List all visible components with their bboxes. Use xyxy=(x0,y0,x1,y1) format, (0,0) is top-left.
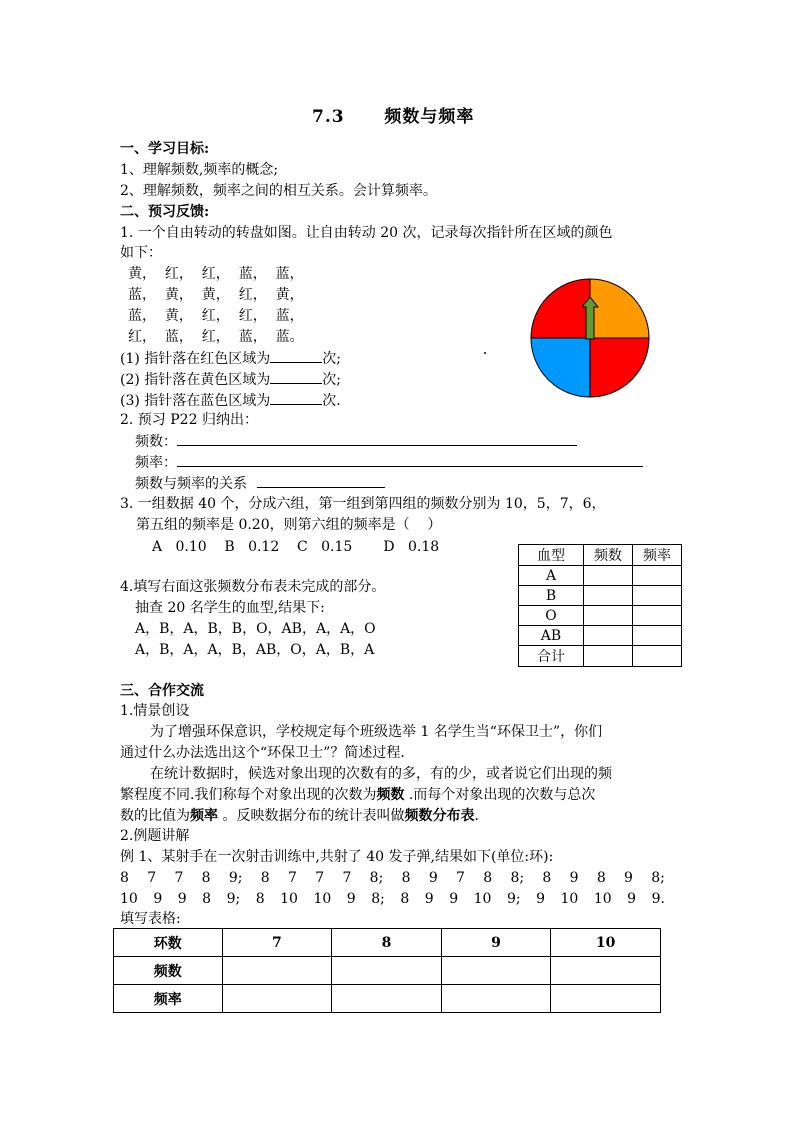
spinner-orange-sector xyxy=(590,279,649,338)
sec2-heading: 二、预习反馈: xyxy=(120,204,210,220)
shooting-value: 10 xyxy=(593,891,612,907)
blood-table-row-label: O xyxy=(519,606,584,626)
q1-sub-2-blank[interactable] xyxy=(270,369,322,384)
shooting-table-cell[interactable] xyxy=(551,957,661,985)
q2-relation-label: 频数与频率的关系 xyxy=(135,476,247,492)
shooting-value: 10 xyxy=(560,891,579,907)
q2-relation-blank[interactable] xyxy=(257,473,385,488)
q4-data-line1: A，B，A，B，B，O，AB，A，A，O xyxy=(135,621,376,637)
shooting-value: 9 xyxy=(449,891,459,907)
shooting-value: 8; xyxy=(651,870,665,886)
shooting-value: 8 xyxy=(400,891,410,907)
shooting-value: 9; xyxy=(506,891,521,907)
shooting-table-header: 8 xyxy=(332,929,442,957)
q1-record-row-2: 蓝， 黄， 黄， 红， 黄， xyxy=(128,287,304,303)
q1-sub-2-text: (2) 指针落在黄色区域为 xyxy=(120,372,271,388)
shooting-value: 8 xyxy=(202,891,212,907)
shooting-value: 9. xyxy=(651,891,665,907)
spinner-blue-sector xyxy=(531,338,590,397)
spinner-red-sector-top-left xyxy=(531,279,590,338)
blood-table-header-rate: 频率 xyxy=(633,545,682,566)
shooting-value: 9 xyxy=(424,891,434,907)
blood-table-cell[interactable] xyxy=(584,586,633,606)
fill-table-label: 填写表格: xyxy=(120,911,181,927)
shooting-value: 10 xyxy=(313,891,332,907)
shooting-value: 9 xyxy=(177,891,187,907)
shooting-value: 10 xyxy=(473,891,492,907)
sec1-item-1: 1、理解频数,频率的概念; xyxy=(120,162,279,178)
shooting-value: 7 xyxy=(315,870,325,886)
shooting-table-cell[interactable] xyxy=(222,957,332,985)
shooting-value: 8; xyxy=(369,870,384,886)
shooting-value: 9; xyxy=(228,870,243,886)
sec1-item-2: 2、理解频数，频率之间的相互关系。会计算频率。 xyxy=(120,183,437,199)
shooting-value: 8 xyxy=(255,891,265,907)
shooting-value: 8; xyxy=(371,891,385,907)
sec3-p2-line2-tail: .而每个对象出现的次数与总次 xyxy=(404,787,596,803)
shooting-table xyxy=(113,928,661,1013)
page-title xyxy=(312,107,474,127)
q1-sub-2-unit: 次; xyxy=(322,372,341,388)
blood-table-header-freq: 频数 xyxy=(584,545,633,566)
shooting-data-row-1 xyxy=(120,868,665,888)
q1-sub-3 xyxy=(120,390,341,411)
term-frequency-table: 频数分布表 xyxy=(404,808,475,824)
blood-table-row-label: A xyxy=(519,566,584,586)
shooting-data-row-2 xyxy=(120,889,665,909)
q1-sub-1 xyxy=(120,348,341,369)
shooting-value: 9 xyxy=(428,870,438,886)
shooting-table-header: 9 xyxy=(441,929,551,957)
sec3-sub1-title: 1.情景创设 xyxy=(120,703,190,719)
shooting-value: 7 xyxy=(288,870,297,886)
shooting-value: 8 xyxy=(542,870,552,886)
q1-sub-2 xyxy=(120,369,341,390)
term-frequency-rate: 频率 xyxy=(190,808,218,824)
q1-sub-3-blank[interactable] xyxy=(270,390,322,405)
shooting-value: 9 xyxy=(569,870,579,886)
shooting-value: 9 xyxy=(627,891,637,907)
blood-type-table xyxy=(518,544,682,667)
shooting-table-cell[interactable] xyxy=(441,985,551,1013)
shooting-table-cell[interactable] xyxy=(332,957,442,985)
shooting-table-row-label: 频数 xyxy=(114,957,223,985)
sec3-p2-line2 xyxy=(120,785,595,805)
blood-table-cell[interactable] xyxy=(633,646,682,667)
spinner-red-sector-bottom-right xyxy=(590,338,649,397)
q1-stem-line2: 如下： xyxy=(120,245,162,261)
shooting-value: 9; xyxy=(226,891,241,907)
sec3-p1-line2: 通过什么办法选出这个“环保卫士”？简述过程. xyxy=(120,745,405,761)
q1-sub-1-unit: 次; xyxy=(322,351,341,367)
q1-sub-1-text: (1) 指针落在红色区域为 xyxy=(120,351,271,367)
q4-stem: 4.填写右面这张频数分布表未完成的部分。 xyxy=(120,579,386,595)
blood-table-cell[interactable] xyxy=(633,566,682,586)
term-frequency-count: 频数 xyxy=(376,787,405,803)
blood-table-header-type: 血型 xyxy=(519,545,584,566)
blood-table-row-label: B xyxy=(519,586,584,606)
q1-record-row-1: 黄， 红， 红， 蓝， 蓝， xyxy=(128,266,304,282)
q1-record-row-4: 红， 蓝， 红， 蓝， 蓝。 xyxy=(128,329,304,345)
shooting-value: 10 xyxy=(280,891,298,907)
blood-table-cell[interactable] xyxy=(584,646,633,667)
shooting-value: 7 xyxy=(342,870,352,886)
sec3-p2-line3-text: 数的比值为 xyxy=(120,808,190,824)
blood-table-cell[interactable] xyxy=(633,626,682,646)
q2-rate-line xyxy=(135,452,643,473)
blood-table-row-label: AB xyxy=(519,626,584,646)
spinner-figure xyxy=(529,277,651,399)
sec3-p2-line3 xyxy=(120,806,479,826)
sec3-p2-line2-text: 繁程度不同.我们称每个对象出现的次数为 xyxy=(120,787,377,803)
shooting-table-header: 10 xyxy=(551,929,661,957)
shooting-value: 8 xyxy=(260,870,270,886)
blood-table-cell[interactable] xyxy=(584,566,633,586)
example-line: 例 1、某射手在一次射击训练中,共射了 40 发子弹,结果如下(单位:环): xyxy=(120,849,554,865)
title-number: 7.3 xyxy=(312,107,345,127)
shooting-table-cell[interactable] xyxy=(332,985,442,1013)
sec3-sub2-title: 2.例题讲解 xyxy=(120,828,190,844)
shooting-table-cell[interactable] xyxy=(441,957,551,985)
q1-stem-line1: 1. 一个自由转动的转盘如图。让自由转动 20 次，记录每次指针所在区域的颜色 xyxy=(120,225,613,241)
q2-rate-blank[interactable] xyxy=(177,452,643,467)
q2-freq-blank[interactable] xyxy=(177,431,577,446)
shooting-value: 8 xyxy=(201,870,211,886)
shooting-value: 8 xyxy=(596,870,606,886)
q3-options: A 0.10 B 0.12 C 0.15 D 0.18 xyxy=(152,539,440,555)
q2-rate-label: 频率： xyxy=(135,455,177,471)
q3-line2: 第五组的频率是 0.20，则第六组的频率是（ ） xyxy=(136,517,442,533)
sec3-p1-line1: 为了增强环保意识，学校规定每个班级选举 1 名学生当“环保卫士”，你们 xyxy=(150,724,603,740)
q2-freq-label: 频数： xyxy=(135,434,177,450)
q2-stem: 2. 预习 P22 归纳出： xyxy=(120,412,258,428)
blood-table-cell[interactable] xyxy=(584,626,633,646)
shooting-value: 8; xyxy=(510,870,525,886)
q4-intro: 抽查 20 名学生的血型,结果下: xyxy=(135,600,325,616)
q4-data-line2: A，B，A，A，B，AB，O，A，B，A xyxy=(135,642,375,658)
blood-table-row-label: 合计 xyxy=(519,646,584,667)
shooting-value: 10 xyxy=(120,891,138,907)
shooting-value: 8 xyxy=(120,870,129,886)
sec3-p2-line3-end: . xyxy=(474,808,479,824)
blood-table-cell[interactable] xyxy=(633,606,682,626)
sec3-heading: 三、合作交流 xyxy=(120,683,204,699)
shooting-table-cell[interactable] xyxy=(551,985,661,1013)
q1-sub-3-text: (3) 指针落在蓝色区域为 xyxy=(120,393,271,409)
shooting-value: 9 xyxy=(346,891,356,907)
shooting-table-header: 7 xyxy=(222,929,332,957)
shooting-value: 7 xyxy=(174,870,184,886)
q1-sub-3-unit: 次. xyxy=(322,393,341,409)
stray-dot xyxy=(484,352,486,354)
q1-sub-1-blank[interactable] xyxy=(270,348,322,363)
shooting-value: 8 xyxy=(401,870,411,886)
sec3-p2-line3-mid: 。反映数据分布的统计表叫做 xyxy=(218,808,405,824)
shooting-value: 9 xyxy=(153,891,163,907)
q2-freq-line xyxy=(135,431,577,452)
sec3-p2-line1: 在统计数据时，候选对象出现的次数有的多，有的少，或者说它们出现的频 xyxy=(150,766,612,782)
shooting-value: 8 xyxy=(483,870,493,886)
sec1-heading: 一、学习目标: xyxy=(120,141,210,157)
shooting-table-row-label: 环数 xyxy=(114,929,223,957)
shooting-table-cell[interactable] xyxy=(222,985,332,1013)
blood-table-cell[interactable] xyxy=(584,606,633,626)
shooting-table-row-label: 频率 xyxy=(114,985,223,1013)
shooting-value: 7 xyxy=(147,870,157,886)
shooting-value: 7 xyxy=(456,870,465,886)
title-text: 频数与频率 xyxy=(384,107,475,127)
q1-record-row-3: 蓝， 黄， 红， 红， 蓝， xyxy=(128,308,304,324)
shooting-value: 9 xyxy=(624,870,633,886)
blood-table-cell[interactable] xyxy=(633,586,682,606)
shooting-value: 9 xyxy=(536,891,545,907)
q3-line1: 3. 一组数据 40 个，分成六组，第一组到第四组的频数分别为 10，5，7，6， xyxy=(120,496,606,512)
q2-relation-line xyxy=(135,473,385,494)
